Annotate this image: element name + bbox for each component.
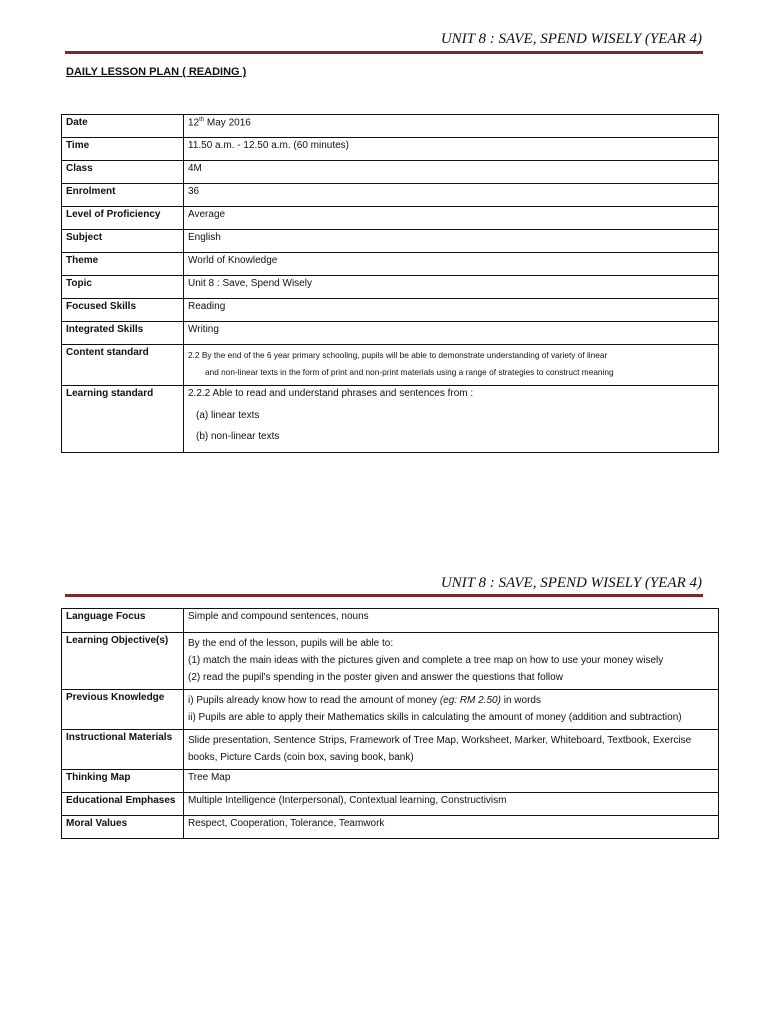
lesson-details-table bbox=[61, 608, 719, 839]
value-learning-objectives bbox=[184, 633, 719, 690]
label-integrated-skills: Integrated Skills bbox=[62, 322, 184, 345]
pk-line1-c: in words bbox=[500, 695, 541, 706]
unit-header-bottom: UNIT 8 : SAVE, SPEND WISELY (YEAR 4) bbox=[440, 575, 702, 591]
label-subject: Subject bbox=[62, 230, 184, 253]
value-topic: Unit 8 : Save, Spend Wisely bbox=[184, 276, 719, 299]
label-moral-values: Moral Values bbox=[62, 816, 184, 839]
label-learning-objectives: Learning Objective(s) bbox=[62, 633, 184, 690]
label-class: Class bbox=[62, 161, 184, 184]
label-content-standard: Content standard bbox=[62, 345, 184, 386]
row-proficiency bbox=[62, 207, 719, 230]
row-time bbox=[62, 138, 719, 161]
objectives-line2: (1) match the main ideas with the pictures given and complete a tree map on how to use your money wisely bbox=[188, 655, 664, 666]
row-instructional-materials bbox=[62, 730, 719, 770]
header-rule-bottom bbox=[65, 594, 703, 597]
content-standard-line2: and non-linear texts in the form of print and non-print materials using a range of strategies to construct meaning bbox=[205, 367, 614, 377]
unit-header-top: UNIT 8 : SAVE, SPEND WISELY (YEAR 4) bbox=[440, 31, 702, 47]
pk-line1-example: (eg: RM 2.50) bbox=[439, 695, 501, 706]
date-day: 12 bbox=[188, 117, 200, 129]
value-focused-skills: Reading bbox=[184, 299, 719, 322]
objectives-line1: By the end of the lesson, pupils will be able to: bbox=[188, 638, 394, 649]
value-subject: English bbox=[184, 230, 719, 253]
learning-standard-item-a: (a) linear texts bbox=[196, 409, 260, 421]
label-date: Date bbox=[62, 115, 184, 138]
row-language-focus bbox=[62, 609, 719, 633]
value-language-focus: Simple and compound sentences, nouns bbox=[184, 609, 719, 633]
label-learning-standard: Learning standard bbox=[62, 386, 184, 453]
row-topic bbox=[62, 276, 719, 299]
value-previous-knowledge bbox=[184, 690, 719, 730]
label-time: Time bbox=[62, 138, 184, 161]
objectives-line3: (2) read the pupil's spending in the poster given and answer the questions that follow bbox=[188, 672, 563, 683]
value-educational-emphases: Multiple Intelligence (Interpersonal), Contextual learning, Constructivism bbox=[184, 793, 719, 816]
row-previous-knowledge bbox=[62, 690, 719, 730]
row-learning-objectives bbox=[62, 633, 719, 690]
value-thinking-map: Tree Map bbox=[184, 770, 719, 793]
label-focused-skills: Focused Skills bbox=[62, 299, 184, 322]
row-focused-skills bbox=[62, 299, 719, 322]
label-language-focus: Language Focus bbox=[62, 609, 184, 633]
value-content-standard bbox=[184, 345, 719, 386]
row-content-standard bbox=[62, 345, 719, 386]
value-moral-values: Respect, Cooperation, Tolerance, Teamwork bbox=[184, 816, 719, 839]
learning-standard-item-b: (b) non-linear texts bbox=[196, 431, 280, 442]
label-topic: Topic bbox=[62, 276, 184, 299]
value-learning-standard bbox=[184, 386, 719, 453]
label-theme: Theme bbox=[62, 253, 184, 276]
label-previous-knowledge: Previous Knowledge bbox=[62, 690, 184, 730]
row-thinking-map bbox=[62, 770, 719, 793]
label-proficiency: Level of Proficiency bbox=[62, 207, 184, 230]
value-time: 11.50 a.m. - 12.50 a.m. (60 minutes) bbox=[184, 138, 719, 161]
value-class: 4M bbox=[184, 161, 719, 184]
value-theme: World of Knowledge bbox=[184, 253, 719, 276]
date-suffix: th bbox=[199, 117, 205, 123]
label-educational-emphases: Educational Emphases bbox=[62, 793, 184, 816]
value-proficiency: Average bbox=[184, 207, 719, 230]
previous-knowledge-line1 bbox=[188, 692, 714, 709]
row-learning-standard bbox=[62, 386, 719, 453]
content-standard-line1: 2.2 By the end of the 6 year primary schooling, pupils will be able to demonstrate understanding of variety of linear bbox=[188, 350, 608, 360]
row-educational-emphases bbox=[62, 793, 719, 816]
value-date bbox=[184, 115, 719, 138]
pk-line1-a: i) Pupils already know how to read the amount of money bbox=[188, 695, 440, 706]
row-theme bbox=[62, 253, 719, 276]
value-integrated-skills: Writing bbox=[184, 322, 719, 345]
plan-title: DAILY LESSON PLAN ( READING ) bbox=[66, 66, 247, 78]
label-thinking-map: Thinking Map bbox=[62, 770, 184, 793]
row-enrolment bbox=[62, 184, 719, 207]
row-subject bbox=[62, 230, 719, 253]
label-instructional-materials: Instructional Materials bbox=[62, 730, 184, 770]
header-rule-top bbox=[65, 51, 703, 54]
value-instructional-materials: Slide presentation, Sentence Strips, Framework of Tree Map, Worksheet, Marker, Whiteboard, Textbook, Exercise books, Picture Cards (coin box, saving book, bank) bbox=[184, 730, 719, 770]
value-enrolment: 36 bbox=[184, 184, 719, 207]
row-moral-values bbox=[62, 816, 719, 839]
row-date bbox=[62, 115, 719, 138]
row-class bbox=[62, 161, 719, 184]
label-enrolment: Enrolment bbox=[62, 184, 184, 207]
previous-knowledge-line2: ii) Pupils are able to apply their Mathematics skills in calculating the amount of money (addition and subtraction) bbox=[188, 712, 682, 723]
lesson-info-table bbox=[61, 114, 719, 453]
learning-standard-line1: 2.2.2 Able to read and understand phrases and sentences from : bbox=[188, 388, 474, 399]
row-integrated-skills bbox=[62, 322, 719, 345]
date-rest: May 2016 bbox=[204, 117, 251, 129]
